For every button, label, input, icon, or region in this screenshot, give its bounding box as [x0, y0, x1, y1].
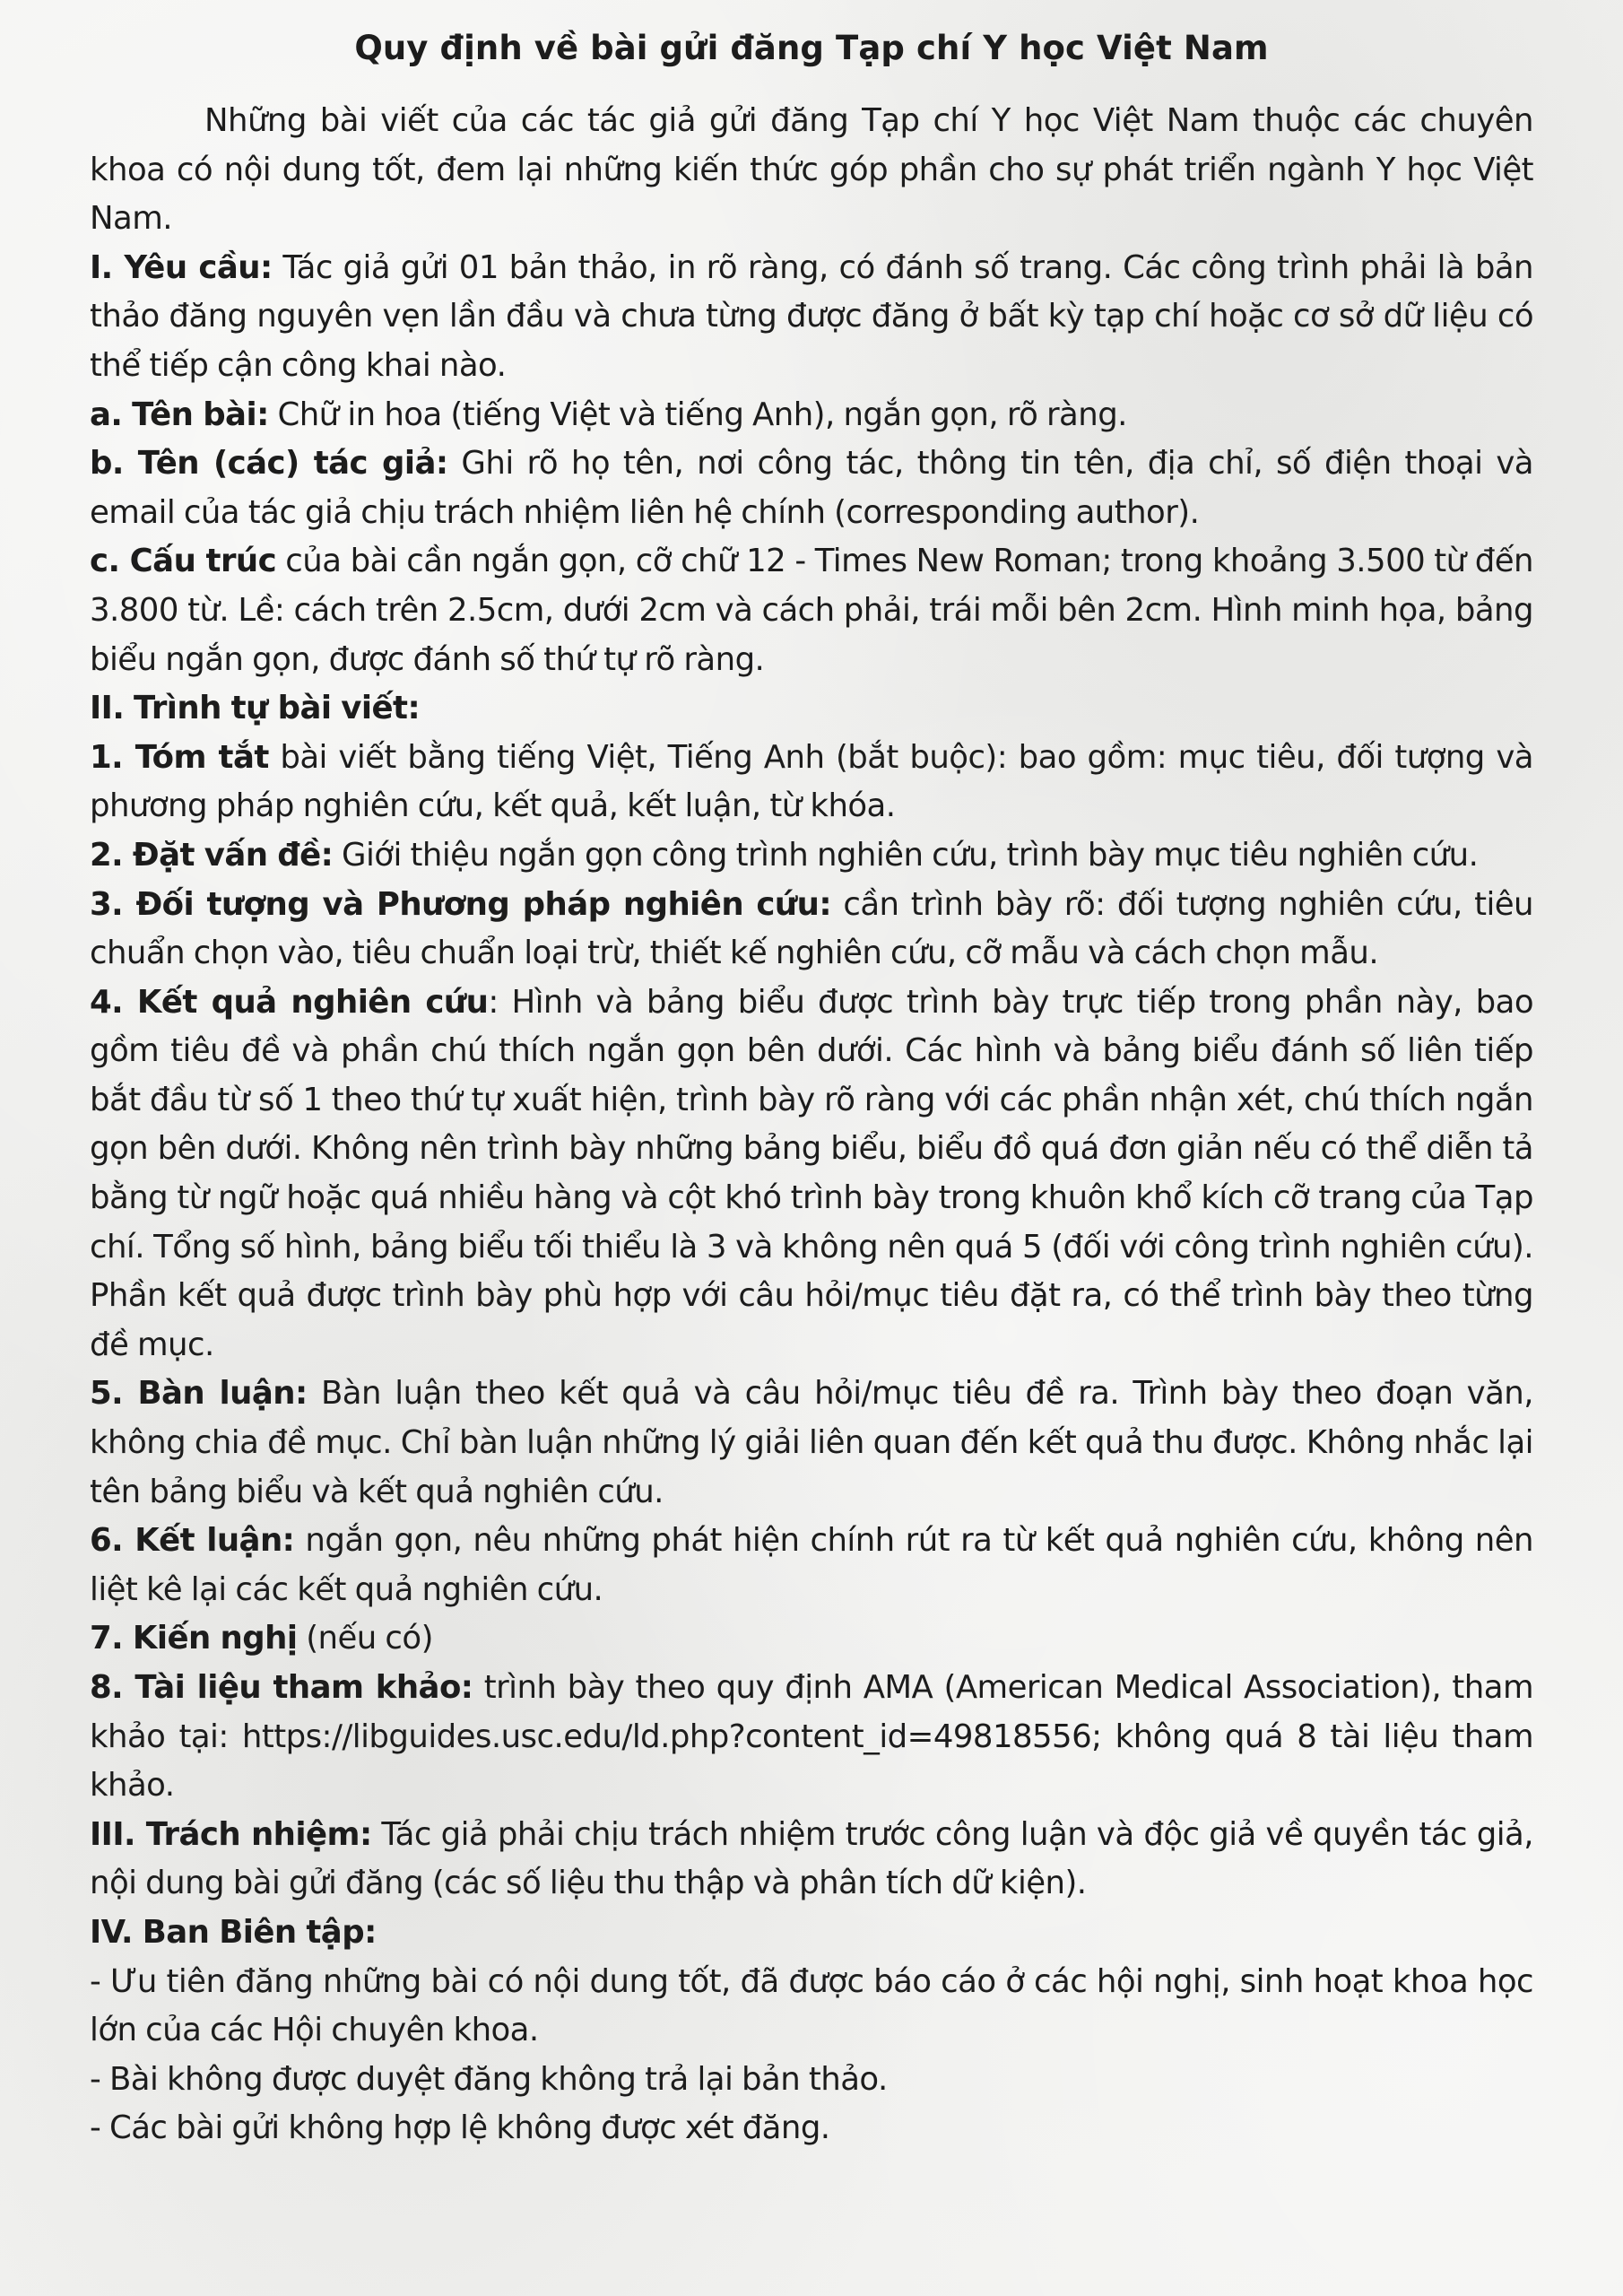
section-heading: IV. Ban Biên tập:: [90, 1913, 377, 1951]
order-item-conclusion: [90, 1517, 1533, 1614]
section-requirements: [90, 244, 1533, 391]
item-label: a. Tên bài:: [90, 396, 269, 433]
section-heading: III. Trách nhiệm:: [90, 1815, 372, 1853]
section-order-heading: [90, 684, 1533, 734]
page-title: Quy định về bài gửi đăng Tạp chí Y học Việt Nam: [354, 29, 1269, 67]
item-label: 6. Kết luận:: [90, 1522, 295, 1560]
item-label: 1. Tóm tắt: [90, 738, 269, 776]
item-text: Bàn luận theo kết quả và câu hỏi/mục tiêu đề ra. Trình bày theo đoạn văn, không chia đề mục. Chỉ bàn luận những lý giải liên quan đến kết quả thu được. Không nhắc lại tên bảng biểu và kết quả nghiên cứu.: [90, 1375, 1533, 1510]
item-text: cần trình bày rõ: đối tượng nghiên cứu, tiêu chuẩn chọn vào, tiêu chuẩn loại trừ, thiết kế nghiên cứu, cỡ mẫu và cách chọn mẫu.: [90, 885, 1534, 972]
order-item-introduction: [90, 831, 1533, 881]
item-text: (nếu có): [297, 1620, 433, 1657]
order-item-results: [90, 978, 1533, 1370]
item-label: c. Cấu trúc: [90, 543, 277, 580]
item-label: 4. Kết quả nghiên cứu: [90, 983, 489, 1021]
editorial-line: - Bài không được duyệt đăng không trả lại bản thảo.: [90, 2060, 888, 2098]
order-item-abstract: [90, 734, 1533, 831]
item-label: b. Tên (các) tác giả:: [90, 445, 448, 483]
item-text: bài viết bằng tiếng Việt, Tiếng Anh (bắt buộc): bao gồm: mục tiêu, đối tượng và phương pháp nghiên cứu, kết quả, kết luận, từ khóa.: [90, 738, 1533, 825]
requirement-item-structure: [90, 537, 1533, 684]
section-text: Tác giả phải chịu trách nhiệm trước công luận và độc giả về quyền tác giả, nội dung bài gửi đăng (các số liệu thu thập và phân tích dữ kiện).: [90, 1815, 1533, 1902]
item-label: 3. Đối tượng và Phương pháp nghiên cứu:: [90, 885, 832, 923]
item-text: của bài cần ngắn gọn, cỡ chữ 12 - Times New Roman; trong khoảng 3.500 từ đến 3.800 từ. Lề: cách trên 2.5cm, dưới 2cm và cách phải, trái mỗi bên 2cm. Hình minh họa, bảng biểu ngắn gọn, được đánh số thứ tự rõ ràng.: [90, 543, 1534, 678]
editorial-line: - Ưu tiên đăng những bài có nội dung tốt, đã được báo cáo ở các hội nghị, sinh hoạt khoa học lớn của các Hội chuyên khoa.: [90, 1962, 1533, 2049]
requirement-item-title: [90, 391, 1533, 440]
item-text: trình bày theo quy định AMA (American Medical Association), tham khảo tại: https://libguides.usc.edu/ld.php?content_id=49818556; không quá 8 tài liệu tham khảo.: [90, 1669, 1533, 1805]
item-label: 2. Đặt vấn đề:: [90, 836, 334, 874]
section-editorial-heading: [90, 1909, 1533, 1958]
item-text: Chữ in hoa (tiếng Việt và tiếng Anh), ngắn gọn, rõ ràng.: [268, 396, 1127, 433]
intro-paragraph: Những bài viết của các tác giả gửi đăng Tạp chí Y học Việt Nam thuộc các chuyên khoa có nội dung tốt, đem lại những kiến thức góp phần cho sự phát triển ngành Y học Việt Nam.: [90, 102, 1533, 238]
item-label: 5. Bàn luận:: [90, 1375, 308, 1413]
item-text: Giới thiệu ngắn gọn công trình nghiên cứu, trình bày mục tiêu nghiên cứu.: [333, 836, 1479, 874]
item-label: 7. Kiến nghị: [90, 1620, 298, 1657]
order-item-references: [90, 1664, 1533, 1811]
section-responsibility: [90, 1811, 1533, 1909]
order-item-discussion: [90, 1370, 1533, 1517]
order-item-methods: [90, 881, 1533, 978]
requirement-item-authors: [90, 439, 1533, 537]
editorial-line: - Các bài gửi không hợp lệ không được xét đăng.: [90, 2109, 830, 2147]
document-body: [90, 97, 1533, 2153]
section-text: Tác giả gửi 01 bản thảo, in rõ ràng, có đánh số trang. Các công trình phải là bản thảo đăng nguyên vẹn lần đầu và chưa từng được đăng ở bất kỳ tạp chí hoặc cơ sở dữ liệu có thể tiếp cận công khai nào.: [90, 248, 1533, 384]
item-text: ngắn gọn, nêu những phát hiện chính rút ra từ kết quả nghiên cứu, không nên liệt kê lại các kết quả nghiên cứu.: [90, 1522, 1533, 1608]
order-item-recommendation: [90, 1614, 1533, 1664]
item-text: Ghi rõ họ tên, nơi công tác, thông tin tên, địa chỉ, số điện thoại và email của tác giả chịu trách nhiệm liên hệ chính (corresponding author).: [90, 445, 1533, 531]
item-label: 8. Tài liệu tham khảo:: [90, 1669, 473, 1706]
section-heading: II. Trình tự bài viết:: [90, 690, 421, 727]
document-page: [90, 27, 1533, 2153]
section-heading: I. Yêu cầu:: [90, 248, 273, 286]
item-text: : Hình và bảng biểu được trình bày trực tiếp trong phần này, bao gồm tiêu đề và phần chú thích ngắn gọn bên dưới. Các hình và bảng biểu đánh số liên tiếp bắt đầu từ số 1 theo thứ tự xuất hiện, trình bày rõ ràng với các phần nhận xét, chú thích ngắn gọn bên dưới. Không nên trình bày những bảng biểu, biểu đồ quá đơn giản nếu có thể diễn tả bằng từ ngữ hoặc quá nhiều hàng và cột khó trình bày trong khuôn khổ kích cỡ trang của Tạp chí. Tổng số hình, bảng biểu tối thiểu là 3 và không nên quá 5 (đối với công trình nghiên cứu). Phần kết quả được trình bày phù hợp với câu hỏi/mục tiêu đặt ra, có thể trình bày theo từng đề mục.: [90, 983, 1533, 1363]
